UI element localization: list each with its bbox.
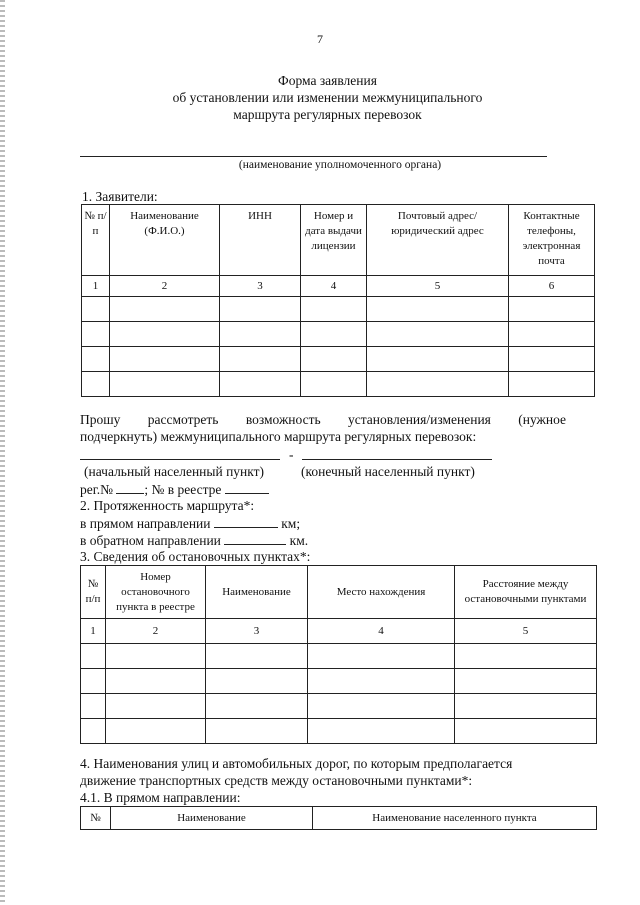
empty-cell[interactable] [82,297,110,322]
column-number-cell: 2 [106,619,206,644]
empty-cell[interactable] [301,372,367,397]
scan-edge [0,0,5,905]
empty-cell[interactable] [301,347,367,372]
streets-table [80,806,597,830]
col-address: Почтовый адрес/ юридический адрес [367,205,509,276]
empty-cell[interactable] [81,694,106,719]
request-line-1: Прошу рассмотреть возможность установления/изменения (нужное [80,412,566,427]
empty-cell[interactable] [82,347,110,372]
col-stop-distance: Расстояние между остановочными пунктами [455,566,597,619]
backward-length-label: в обратном направлении [80,533,221,548]
section4-heading-line-1: 4. Наименования улиц и автомобильных дорог, по которым предполагается [80,756,513,771]
col-contacts: Контактные телефоны, электронная почта [509,205,595,276]
backward-length-field[interactable] [224,531,286,545]
col-inn: ИНН [220,205,301,276]
table-row [82,372,595,397]
applicants-table [81,204,595,397]
col-stop-name: Наименование [206,566,308,619]
empty-cell[interactable] [81,669,106,694]
table-row [81,644,597,669]
forward-length-unit: км; [281,516,301,531]
empty-cell[interactable] [367,322,509,347]
col-name: Наименование (Ф.И.О.) [110,205,220,276]
col-street-name: Наименование [111,807,313,830]
empty-cell[interactable] [110,322,220,347]
table-row [82,322,595,347]
empty-cell[interactable] [206,669,308,694]
stops-table [80,565,597,744]
form-title [0,72,640,123]
section4-1-heading: 4.1. В прямом направлении: [80,790,241,805]
col-settlement-name: Наименование населенного пункта [313,807,597,830]
empty-cell[interactable] [301,297,367,322]
empty-cell[interactable] [308,644,455,669]
route-dash: - [289,447,294,462]
empty-cell[interactable] [110,297,220,322]
col-number: № п/п [81,566,106,619]
empty-cell[interactable] [106,644,206,669]
empty-cell[interactable] [82,322,110,347]
title-line-3: маршрута регулярных перевозок [233,107,422,122]
empty-cell[interactable] [220,372,301,397]
empty-cell[interactable] [206,719,308,744]
registry-number-label: ; № в реестре [144,482,222,497]
empty-cell[interactable] [301,322,367,347]
section3-heading: 3. Сведения об остановочных пунктах*: [80,549,311,564]
column-number-cell: 5 [455,619,597,644]
authority-name-field[interactable] [80,156,547,157]
start-point-field[interactable] [80,446,280,460]
col-number: № [81,807,111,830]
title-line-2: об установлении или изменении межмуниципального [172,90,483,105]
col-stop-location: Место нахождения [308,566,455,619]
column-number-cell: 4 [308,619,455,644]
empty-cell[interactable] [308,694,455,719]
empty-cell[interactable] [509,347,595,372]
empty-cell[interactable] [206,694,308,719]
section4-heading-line-2: движение транспортных средств между остановочными пунктами*: [80,773,473,788]
table-row [81,669,597,694]
empty-cell[interactable] [308,669,455,694]
empty-cell[interactable] [110,372,220,397]
empty-cell[interactable] [455,719,597,744]
section1-heading: 1. Заявители: [82,189,158,204]
empty-cell[interactable] [106,694,206,719]
end-point-caption: (конечный населенный пункт) [301,464,475,479]
col-number: № п/п [82,205,110,276]
table-row [82,347,595,372]
column-number-cell: 2 [110,276,220,297]
empty-cell[interactable] [110,347,220,372]
column-number-cell: 1 [81,619,106,644]
section2-heading: 2. Протяженность маршрута*: [80,498,255,513]
empty-cell[interactable] [455,694,597,719]
title-line-1: Форма заявления [278,73,377,88]
empty-cell[interactable] [220,322,301,347]
empty-cell[interactable] [82,372,110,397]
empty-cell[interactable] [367,347,509,372]
column-number-cell: 5 [367,276,509,297]
empty-cell[interactable] [220,297,301,322]
table-row [82,297,595,322]
column-number-cell: 3 [206,619,308,644]
empty-cell[interactable] [106,719,206,744]
start-point-caption: (начальный населенный пункт) [84,464,265,479]
reg-number-label: рег.№ [80,482,114,497]
request-line-2: подчеркнуть) межмуниципального маршрута регулярных перевозок: [80,429,477,444]
backward-length-unit: км. [289,533,309,548]
column-number-cell: 1 [82,276,110,297]
column-number-cell: 3 [220,276,301,297]
empty-cell[interactable] [220,347,301,372]
empty-cell[interactable] [106,669,206,694]
column-number-cell: 4 [301,276,367,297]
col-license: Номер и дата выдачи лицензии [301,205,367,276]
empty-cell[interactable] [367,297,509,322]
forward-length-label: в прямом направлении [80,516,211,531]
col-stop-registry-number: Номер остановочного пункта в реестре [106,566,206,619]
empty-cell[interactable] [509,322,595,347]
empty-cell[interactable] [509,297,595,322]
end-point-field[interactable] [302,446,492,460]
registry-number-field[interactable] [225,480,269,494]
table-row [81,719,597,744]
empty-cell[interactable] [206,644,308,669]
table-row [81,694,597,719]
forward-length-field[interactable] [214,514,278,528]
empty-cell[interactable] [81,719,106,744]
page-number: 7 [317,32,323,46]
column-number-cell: 6 [509,276,595,297]
empty-cell[interactable] [455,669,597,694]
empty-cell[interactable] [81,644,106,669]
empty-cell[interactable] [308,719,455,744]
empty-cell[interactable] [455,644,597,669]
empty-cell[interactable] [509,372,595,397]
authority-caption: (наименование уполномоченного органа) [238,159,442,171]
empty-cell[interactable] [367,372,509,397]
reg-number-field[interactable] [116,480,144,494]
